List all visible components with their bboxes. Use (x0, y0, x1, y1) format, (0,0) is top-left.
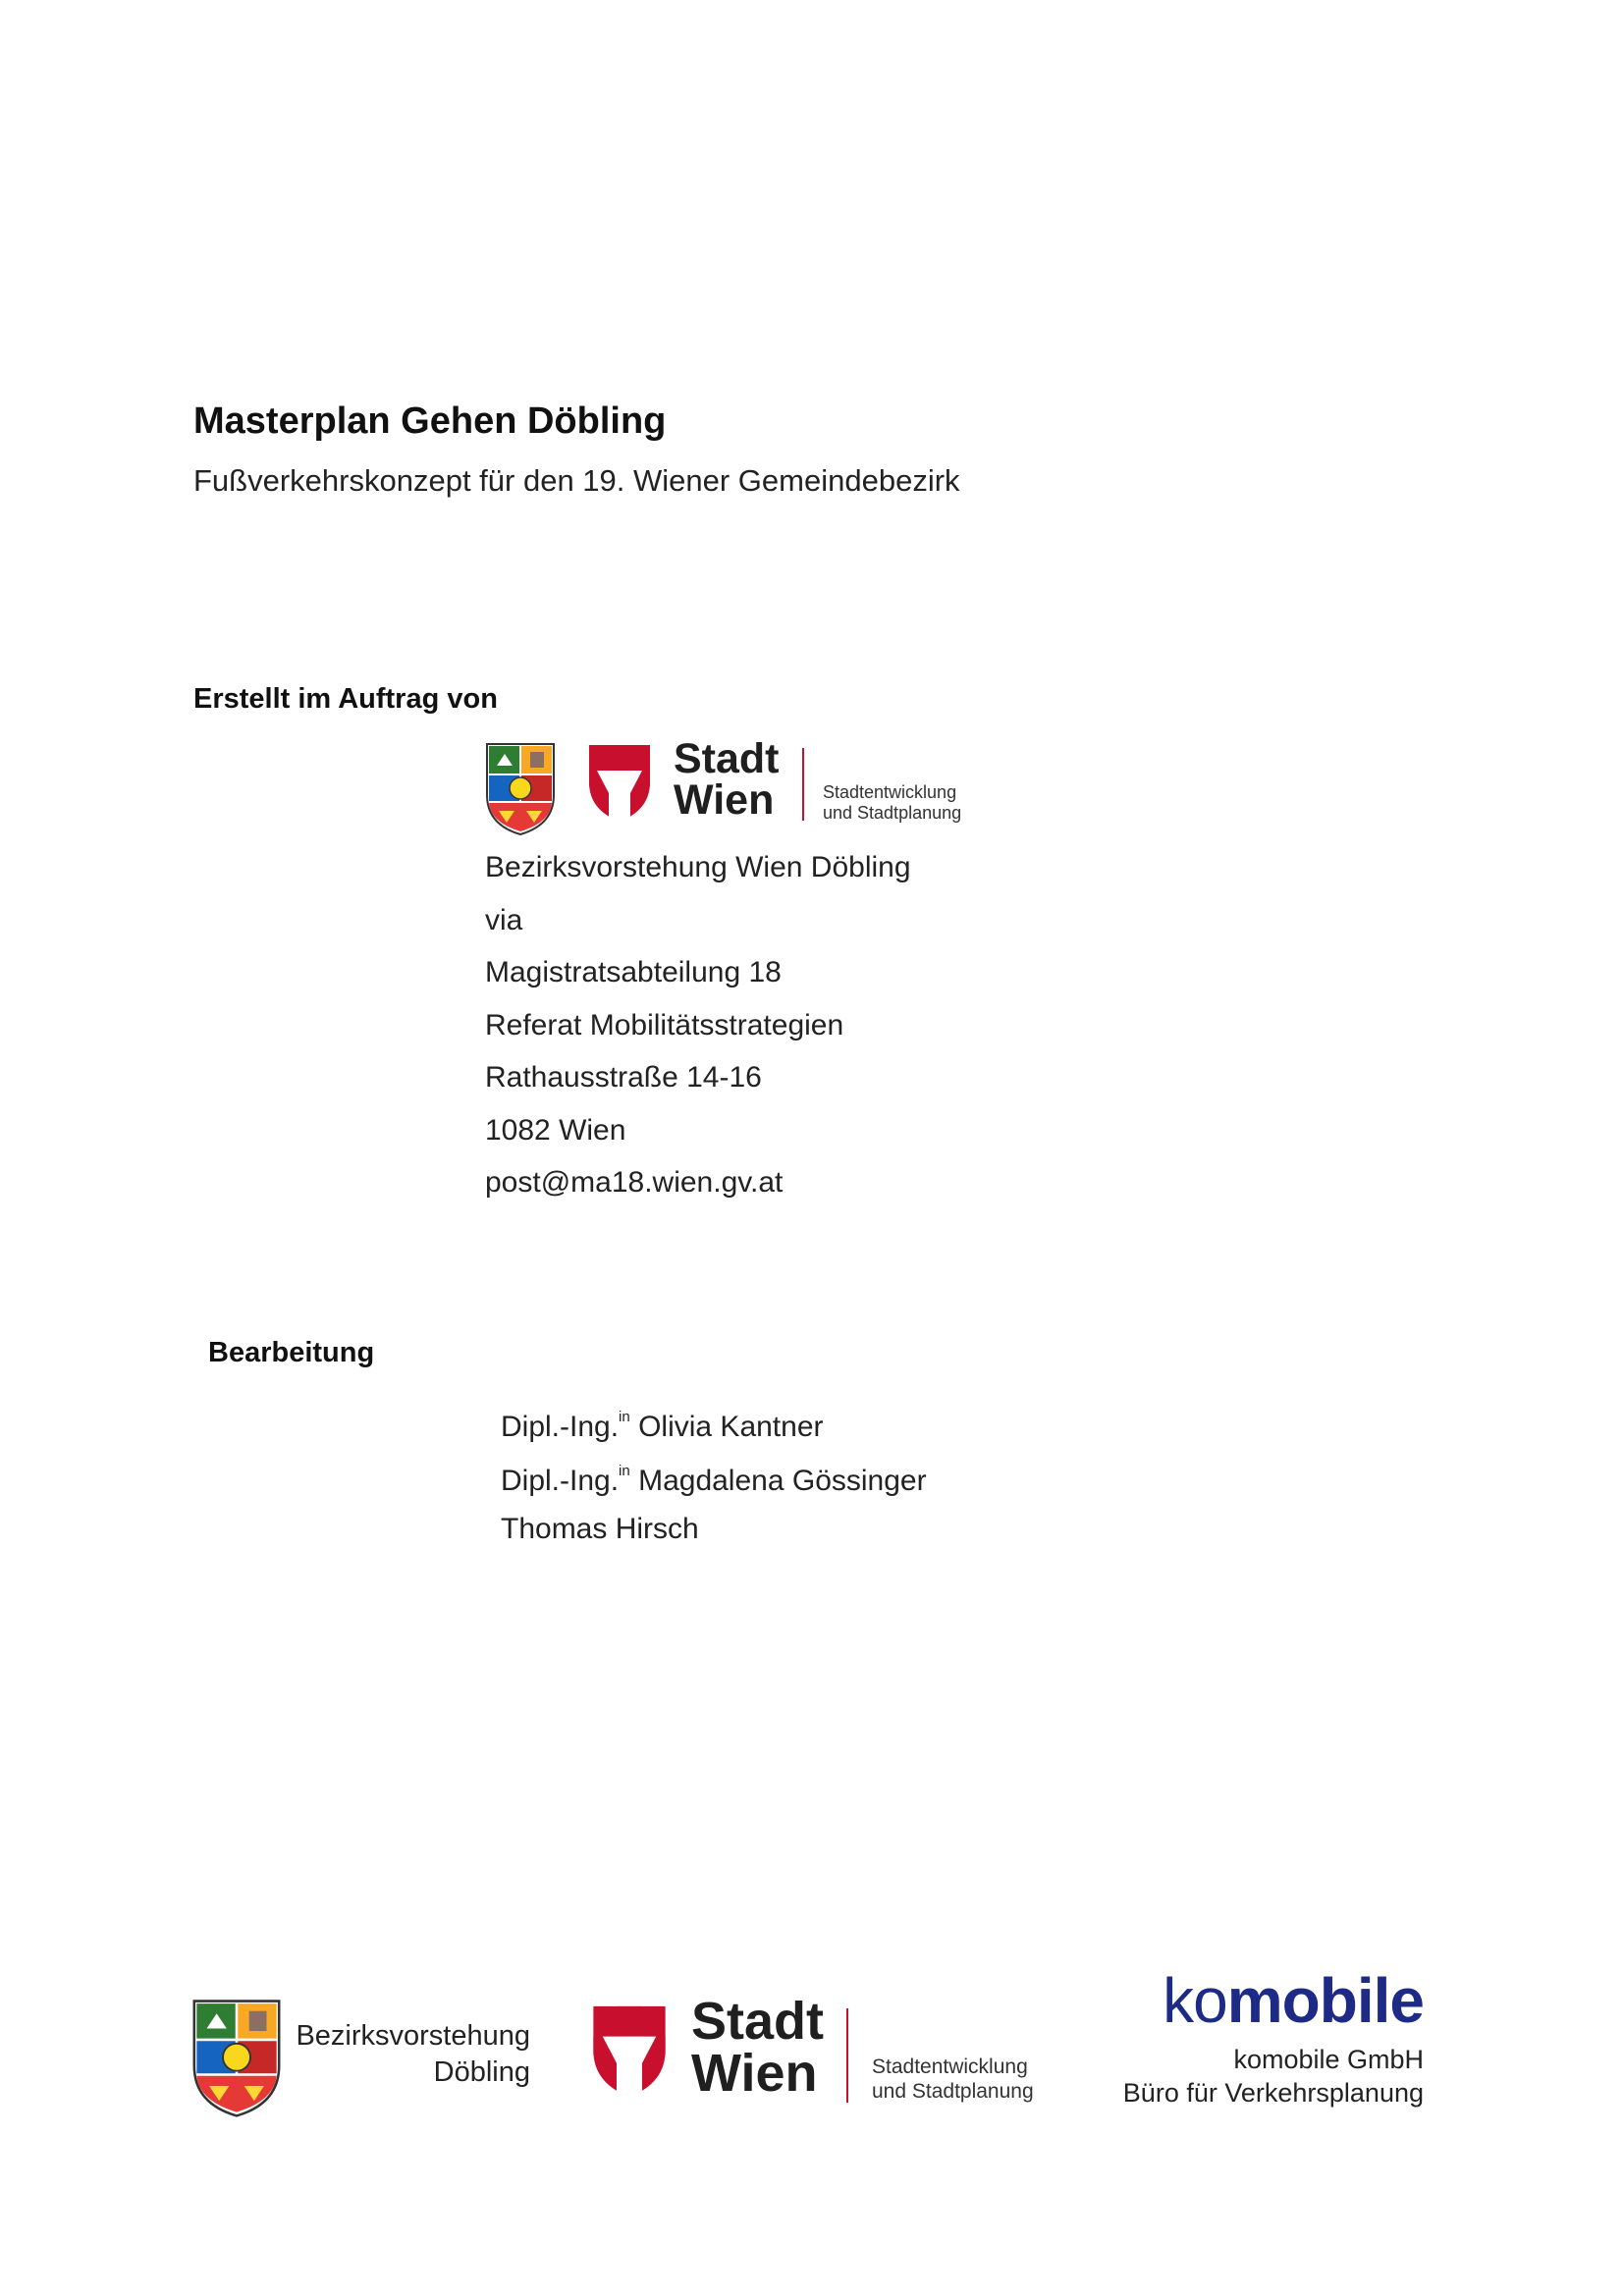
document-subtitle: Fußverkehrskonzept für den 19. Wiener Gemeindebezirk (193, 463, 960, 498)
wien-word: Wien (674, 776, 775, 824)
doebling-crest-icon (485, 742, 556, 836)
author-suffix: in (619, 1409, 630, 1425)
author-suffix: in (619, 1463, 630, 1479)
footer-doebling-crest-icon (191, 1999, 282, 2118)
komobile-logo-ko: ko (1163, 1965, 1227, 2036)
address-line: Rathausstraße 14-16 (485, 1061, 762, 1094)
author-name: Thomas Hirsch (501, 1513, 699, 1545)
address-line: 1082 Wien (485, 1113, 626, 1147)
komobile-line1: komobile GmbH (1233, 2045, 1424, 2074)
wien-dept-line2: und Stadtplanung (823, 803, 962, 823)
komobile-logo-mobile: mobile (1226, 1965, 1424, 2036)
document-title: Masterplan Gehen Döbling (193, 400, 667, 442)
wien-shield-icon (587, 743, 652, 824)
logo-separator (802, 748, 804, 821)
wien-dept-line1: Stadtentwicklung (823, 782, 957, 802)
address-block (485, 841, 911, 1209)
komobile-logo (1163, 1965, 1424, 2036)
address-email[interactable]: post@ma18.wien.gv.at (485, 1166, 784, 1199)
footer-stadt-word: Stadt (691, 1992, 824, 2051)
author-item (501, 1394, 927, 1448)
address-line: Referat Mobilitätsstrategien (485, 1008, 844, 1041)
footer-logo-separator (846, 2008, 848, 2103)
author-prefix: Dipl.-Ing. (501, 1411, 620, 1443)
footer-dept-line2: und Stadtplanung (872, 2080, 1034, 2103)
author-name: Olivia Kantner (638, 1411, 824, 1443)
address-line: via (485, 903, 523, 936)
komobile-text (1123, 2043, 1424, 2109)
commissioned-heading: Erstellt im Auftrag von (193, 683, 498, 715)
address-line: Magistratsabteilung 18 (485, 956, 782, 988)
footer-bezirk-line2: Döbling (433, 2056, 530, 2088)
footer-bezirk-text (291, 2018, 530, 2091)
authors-heading: Bearbeitung (208, 1337, 375, 1368)
footer-wien-word: Wien (691, 2044, 818, 2103)
authors-list (501, 1394, 927, 1556)
address-line: Bezirksvorstehung Wien Döbling (485, 851, 911, 883)
komobile-line2: Büro für Verkehrsplanung (1122, 2078, 1424, 2108)
stadt-word: Stadt (674, 735, 780, 782)
author-item (501, 1502, 927, 1556)
footer-wien-shield-icon (591, 2003, 668, 2100)
author-item (501, 1448, 927, 1502)
author-prefix: Dipl.-Ing. (501, 1465, 620, 1497)
footer-dept-line1: Stadtentwicklung (872, 2056, 1028, 2078)
footer-bezirk-line1: Bezirksvorstehung (296, 2020, 530, 2052)
author-name: Magdalena Gössinger (638, 1465, 927, 1497)
